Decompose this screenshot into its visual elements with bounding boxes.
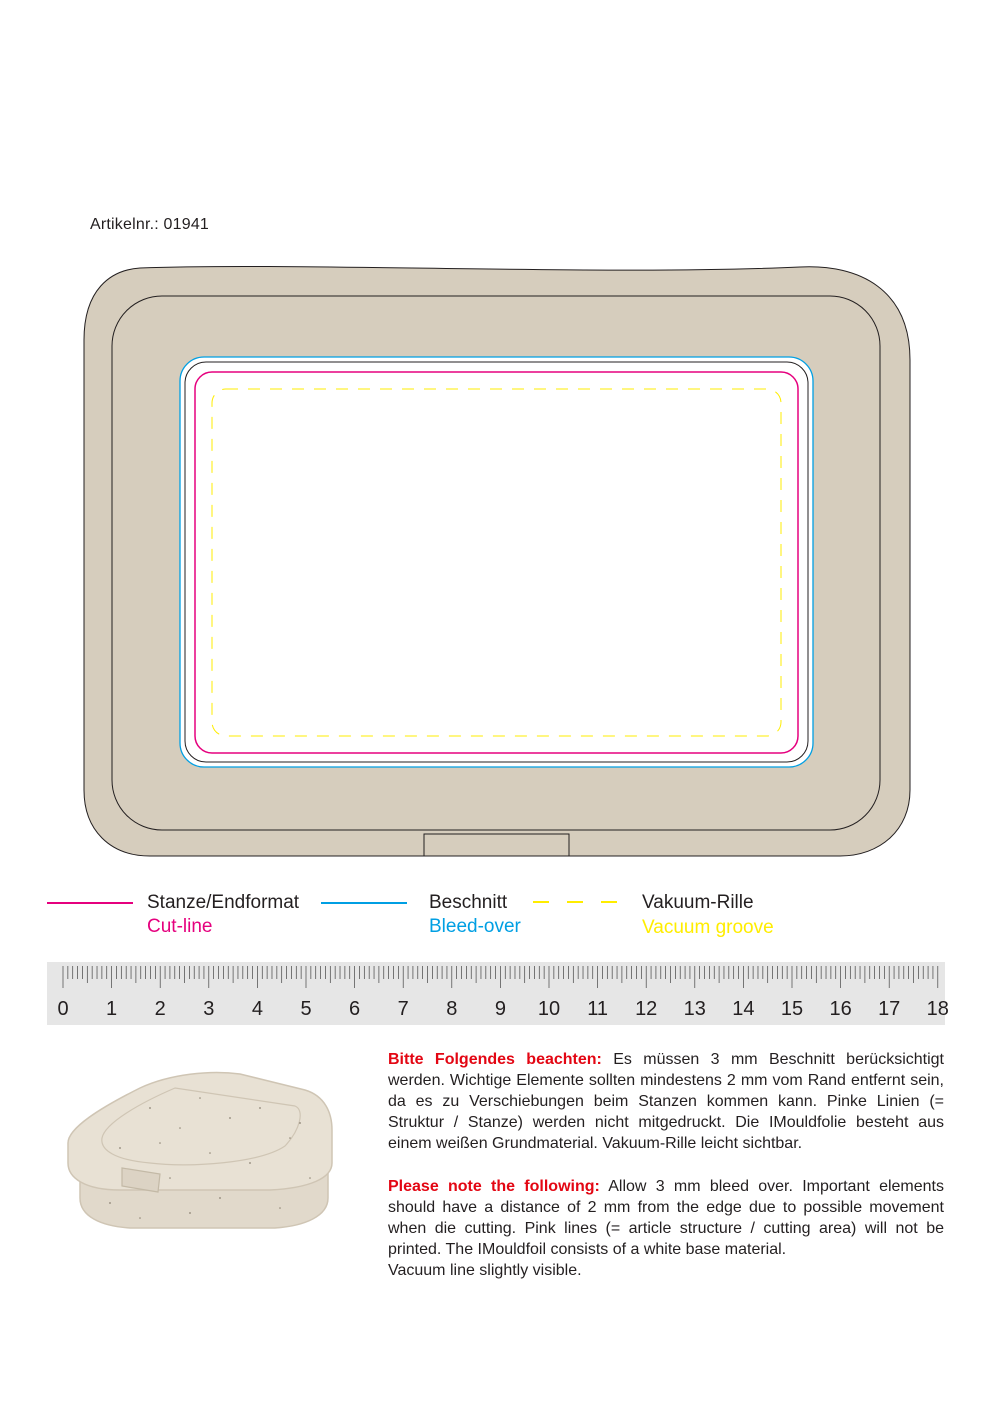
ruler-label: 4 — [251, 998, 263, 1020]
note-german-text: Es müssen 3 mm Beschnitt berücksichtigt werden. Wichtige Elemente sollten mindestens 2 mm vom Rand entfernt sein, da es zu Verschiebungen beim Stanzen kommen kann. Pinke Linien (= Struktur / Stanze) werden nicht mitgedruckt. Die IMouldfolie besteht aus einem weißen Grundmaterial. Vakuum-Rille leicht sichtbar. — [388, 1051, 944, 1152]
ruler-label: 18 — [926, 998, 949, 1020]
ruler-label: 3 — [203, 998, 215, 1020]
ruler-label: 2 — [154, 998, 166, 1020]
note-english-text: Allow 3 mm bleed over. Important elements should have a distance of 2 mm from the edge due to possible movement when die cutting. Pink lines (= article structure / cutting area) will not be printed. The IMouldfoil consists of a white base material. — [388, 1178, 944, 1258]
ruler — [47, 962, 949, 1025]
note-english-text-2: Vacuum line slightly visible. — [388, 1262, 582, 1279]
ruler-label: 8 — [446, 998, 458, 1020]
legend-vacuum-subtitle: Vacuum groove — [642, 917, 774, 938]
ruler-label: 0 — [57, 998, 69, 1020]
legend-bleed-title: Beschnitt — [429, 892, 508, 913]
legend-vacuum-title: Vakuum-Rille — [642, 892, 754, 913]
ruler-label: 13 — [683, 998, 706, 1020]
legend-cut-title: Stanze/Endformat — [147, 892, 300, 913]
ruler-label: 11 — [587, 998, 608, 1020]
ruler-label: 6 — [349, 998, 361, 1020]
article-number: Artikelnr.: 01941 — [90, 216, 210, 233]
ruler-label: 10 — [537, 998, 561, 1020]
ruler-label: 12 — [635, 998, 658, 1020]
ruler-label: 7 — [397, 998, 409, 1020]
note-german-heading: Bitte Folgendes beachten: — [388, 1051, 602, 1068]
legend-cut-line-sample — [47, 902, 133, 904]
ruler-label: 14 — [732, 998, 755, 1020]
lunchbox-illustration — [60, 1068, 345, 1238]
legend-cut-subtitle: Cut-line — [147, 916, 213, 937]
note-german — [388, 1049, 944, 1154]
note-english — [388, 1176, 944, 1281]
bleed-line — [180, 357, 813, 767]
ruler-label: 15 — [780, 998, 804, 1020]
note-english-heading: Please note the following: — [388, 1178, 600, 1195]
ruler-label: 5 — [300, 998, 312, 1020]
legend-bleed-subtitle: Bleed-over — [429, 916, 521, 937]
ruler-label: 1 — [106, 998, 118, 1020]
ruler-label: 9 — [494, 998, 506, 1020]
legend-vacuum-line-sample — [533, 897, 623, 907]
ruler-label: 17 — [878, 998, 901, 1020]
legend-bleed-line-sample — [321, 902, 407, 904]
ruler-label: 16 — [829, 998, 852, 1020]
